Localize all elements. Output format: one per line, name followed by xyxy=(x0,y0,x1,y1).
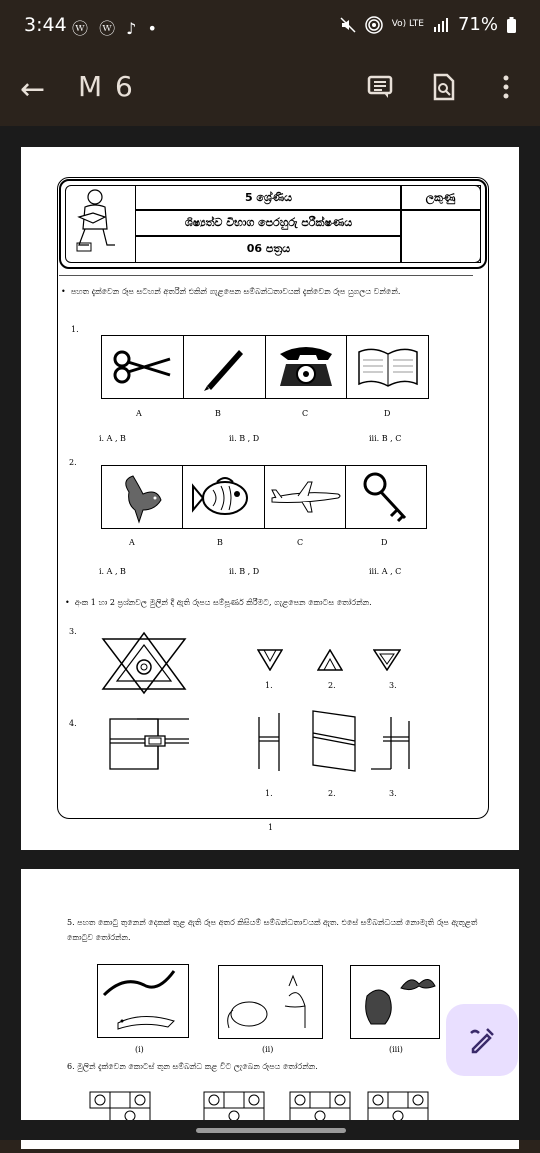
q1-label-c: C xyxy=(302,409,309,418)
pdf-viewer[interactable] xyxy=(0,126,540,1140)
search-document-icon[interactable] xyxy=(432,73,456,105)
document-title: M 6 xyxy=(78,70,135,103)
key-icon xyxy=(346,466,426,528)
divider xyxy=(59,275,473,276)
q4-option-3-figure[interactable] xyxy=(369,713,411,773)
q4-option-2-figure[interactable] xyxy=(309,709,359,773)
q2-label-c: C xyxy=(297,538,304,547)
q3-option-3-figure[interactable] xyxy=(373,649,401,671)
q1-label-d: D xyxy=(384,409,391,418)
q2-label-d: D xyxy=(381,538,388,547)
pen-icon xyxy=(184,336,266,398)
mute-icon xyxy=(340,17,356,33)
airplane-icon xyxy=(265,466,346,528)
q2-label-a: A xyxy=(129,538,135,547)
q2-option-1[interactable]: i. A , B xyxy=(99,567,126,576)
q5-box-3[interactable] xyxy=(350,965,440,1039)
fish-icon xyxy=(183,466,264,528)
q5-option-1[interactable]: (i) xyxy=(135,1045,144,1054)
q4-option-3[interactable]: 3. xyxy=(389,789,397,798)
instruction-1: • පහත දැක්වෙන රූප සටහන් අතරින් එකින් ගැළපෙන සම්බන්ධතාවයක් දැක්වෙන රූප යුගලය වන්නේ. xyxy=(61,287,401,296)
elephant-deer-icon xyxy=(219,966,322,1038)
battery-icon xyxy=(507,17,516,33)
student-reading-icon xyxy=(71,187,121,257)
pdf-page-1 xyxy=(21,147,519,850)
marks-label: ලකුණු xyxy=(400,185,481,211)
pdf-page-2 xyxy=(21,869,519,1149)
bird-icon xyxy=(102,466,183,528)
q2-option-2[interactable]: ii. B , D xyxy=(229,567,260,576)
status-time: 3:44 xyxy=(24,14,67,36)
q5-option-2[interactable]: (ii) xyxy=(262,1045,274,1054)
question-2-number: 2. xyxy=(69,458,77,467)
question-4-number: 4. xyxy=(69,719,77,728)
lizard-crocodile-icon xyxy=(98,965,188,1037)
question-3-number: 3. xyxy=(69,627,77,636)
status-bar xyxy=(0,0,540,56)
app-bar xyxy=(0,56,540,126)
gesture-handle[interactable] xyxy=(196,1128,346,1133)
q1-label-a: A xyxy=(136,409,142,418)
q2-option-3[interactable]: iii. A , C xyxy=(369,567,402,576)
instruction-2: • අංක 1 හා 2 ප්‍රශ්නවල මුලින් දී ඇති රූපය සම්පූර්ණ කිරීමට, ගැළපෙන කොටස තෝරන්න. xyxy=(65,598,372,607)
exam-header xyxy=(59,179,487,269)
q5-box-2[interactable] xyxy=(218,965,323,1039)
paper-number: 06 පත්‍රය xyxy=(135,235,402,263)
q4-figure xyxy=(107,717,193,773)
q3-option-3[interactable]: 3. xyxy=(389,681,397,690)
question-1-number: 1. xyxy=(71,325,79,334)
more-vert-icon[interactable] xyxy=(502,73,510,105)
notification-icons: ⓦ ⓦ ♪ • xyxy=(72,19,160,38)
q3-option-2-figure[interactable] xyxy=(317,649,343,671)
book-icon xyxy=(347,336,428,398)
back-arrow-icon[interactable]: ← xyxy=(20,72,46,107)
scissors-icon xyxy=(102,336,184,398)
q4-option-2[interactable]: 2. xyxy=(328,789,336,798)
q1-option-2[interactable]: ii. B , D xyxy=(229,434,260,443)
q1-label-b: B xyxy=(215,409,221,418)
grade-label: 5 ශ්‍රේණිය xyxy=(135,185,402,211)
q1-option-3[interactable]: iii. B , C xyxy=(369,434,402,443)
status-right xyxy=(340,14,516,35)
crow-bat-icon xyxy=(351,966,439,1038)
marks-box[interactable] xyxy=(400,209,481,263)
battery-level: 71% xyxy=(457,14,498,35)
q4-option-1[interactable]: 1. xyxy=(265,789,273,798)
hotspot-icon xyxy=(365,16,383,34)
q3-option-1[interactable]: 1. xyxy=(265,681,273,690)
network-label: Vo) LTE xyxy=(391,19,424,29)
q3-star-figure xyxy=(99,631,189,695)
page-number: 1 xyxy=(268,823,274,832)
q4-option-1-figure[interactable] xyxy=(253,713,283,773)
q3-option-2[interactable]: 2. xyxy=(328,681,336,690)
comments-icon[interactable] xyxy=(366,73,394,105)
q1-option-1[interactable]: i. A , B xyxy=(99,434,126,443)
q2-image-row xyxy=(101,465,427,529)
exam-name: ශිෂ්‍යත්ව විභාග පෙරහුරු පරීක්ෂණය xyxy=(135,209,402,237)
edit-pen-icon xyxy=(467,1025,497,1055)
q3-option-1-figure[interactable] xyxy=(257,649,283,671)
q5-option-3[interactable]: (iii) xyxy=(389,1045,403,1054)
edit-fab-button[interactable] xyxy=(446,1004,518,1076)
q1-image-row xyxy=(101,335,429,399)
signal-icon xyxy=(433,18,449,32)
question-5-text: 5. පහත කොටු තුනෙන් දෙකක් තුළ ඇති රූප අතර කිසියම් සම්බන්ධතාවයක් ඇත. එසේ සම්බන්ධයක් නොමැති රූප ඇතුළත් කොටුව තෝරන්න. xyxy=(67,918,478,942)
q5-box-1[interactable] xyxy=(97,964,189,1038)
question-6-text: 6. මුලින් දැක්වෙන කොටස් තුන සම්බන්ධ කළ විට ලැබෙන රූපය තෝරන්න. xyxy=(67,1062,318,1071)
q2-label-b: B xyxy=(217,538,223,547)
telephone-icon xyxy=(266,336,348,398)
